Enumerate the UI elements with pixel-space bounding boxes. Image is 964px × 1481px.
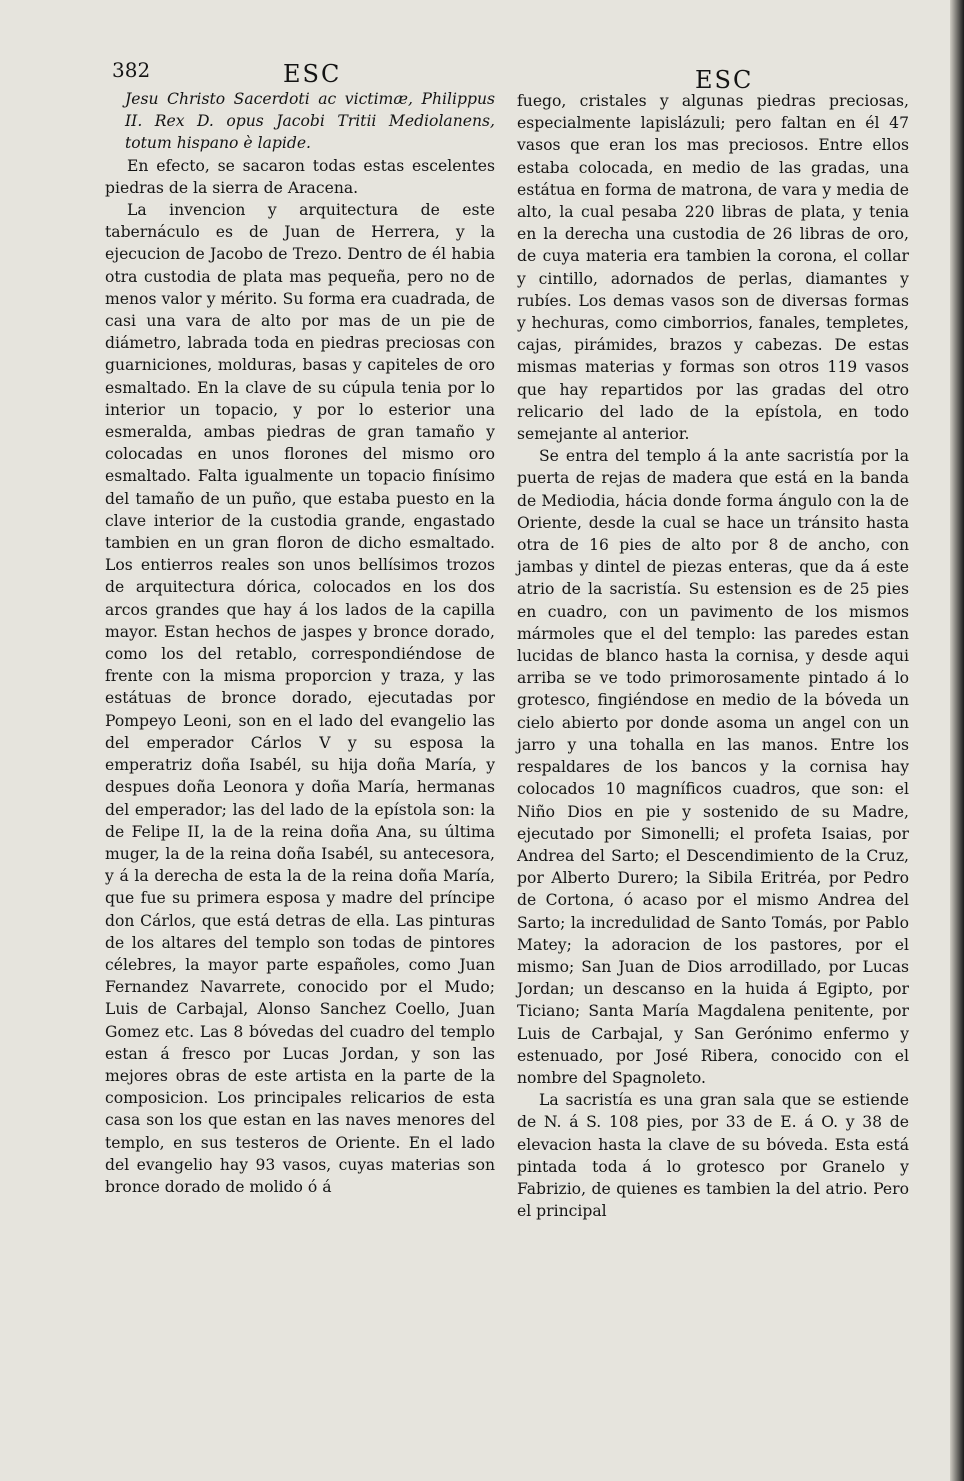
paragraph: La sacristía es una gran sala que se estiende de N. á S. 108 pies, por 33 de E. á O. y 38 de elevacion hasta la clave de su bóveda. Esta está pintada toda á lo grotesco por Granelo y Fabrizio, de quienes es tambien la del atrio. Pero el principal [517,1091,909,1221]
left-column [105,88,495,1198]
left-running-head: ESC [283,60,342,88]
right-column [517,90,909,1222]
page-number: 382 [112,58,151,82]
paragraph: En efecto, se sacaron todas estas escelentes piedras de la sierra de Aracena. [105,156,495,197]
paragraph: Se entra del templo á la ante sacristía por la puerta de rejas de madera que está en la banda de Mediodia, hácia donde forma ángulo con la de Oriente, desde la cual se hace un tránsito hasta otra de 16 pies de alto por 8 de ancho, con jambas y dintel de piezas enteras, que da á este atrio de la sacristía. Su estension es de 25 pies en cuadro, con un pavimento de los mismos mármoles que el del templo: las paredes estan lucidas de blanco hasta la cornisa, y desde aqui arriba se ve todo primorosamente pintado á lo grotesco, fingiéndose en medio de la bóveda un cielo abierto por donde asoma un angel con un jarro y una tohalla en las manos. Entre los respaldares de los bancos y la cornisa hay colocados 10 magníficos cuadros, que son: el Niño Dios en pie y sostenido de su Madre, ejecutado por Simonelli; el profeta Isaias, por Andrea del Sarto; el Descendimiento de la Cruz, por Alberto Durero; la Sibila Eritréa, por Pedro de Cortona, ó acaso por el mismo Andrea del Sarto; la incredulidad de Santo Tomás, por Pablo Matey; la adoracion de los pastores, por el mismo; San Juan de Dios arrodillado, por Lucas Jordan; un descanso en la huida á Egipto, por Ticiano; Santa María Magdalena penitente, por Luis de Carbajal, y San Gerónimo enfermo y estenuado, por José Ribera, conocido con el nombre del Spagnoleto. [517,447,909,1087]
paragraph: fuego, cristales y algunas piedras preciosas, especialmente lapislázuli; pero faltan en él 47 vasos que eran los mas preciosos. Entre ellos estaba colocada, en medio de las gradas, una estátua en forma de matrona, de vara y media de alto, la cual pesaba 220 libras de plata, y tenia en la derecha una custodia de 26 libras de oro, de cuya materia era tambien la corona, el collar y cintillo, adornados de perlas, diamantes y rubíes. Los demas vasos son de diversas formas y hechuras, como cimborrios, fanales, templetes, cajas, pirámides, brazos y cabezas. De estas mismas materias y formas son otros 119 vasos que hay repartidos por las gradas del otro relicario del lado de la epístola, en todo semejante al anterior. [517,92,909,444]
latin-inscription: Jesu Christo Sacerdoti ac victimæ, Philippus II. Rex D. opus Jacobi Tritii Mediolanens, totum hispano è lapide. [125,90,495,153]
right-running-head: ESC [695,66,754,94]
paragraph: La invencion y arquitectura de este tabernáculo es de Juan de Herrera, y la ejecucion de Jacobo de Trezo. Dentro de él habia otra custodia de plata mas pequeña, pero no de menos valor y mérito. Su forma era cuadrada, de casi una vara de alto por mas de un pie de diámetro, labrada toda en piedras preciosas con guarniciones, molduras, basas y capiteles de oro esmaltado. En la clave de su cúpula tenia por lo interior un topacio, y por lo esterior una esmeralda, ambas piedras de gran tamaño y colocadas en unos florones del mismo oro esmaltado. Falta igualmente un topacio finísimo del tamaño de un puño, que estaba puesto en la clave interior de la custodia grande, engastado tambien en un gran floron de dicho esmaltado. Los entierros reales son unos bellísimos trozos de arquitectura dórica, colocados en los dos arcos grandes que hay á los lados de la capilla mayor. Estan hechos de jaspes y bronce dorado, como los del retablo, correspondiéndose de frente con la misma proporcion y traza, y las estátuas de bronce dorado, ejecutadas por Pompeyo Leoni, son en el lado del evangelio las del emperador Cárlos V y su esposa la emperatriz doña Isabél, su hija doña María, y despues doña Leonora y doña María, hermanas del emperador; las del lado de la epístola son: la de Felipe II, la de la reina doña Ana, su última muger, la de la reina doña Isabél, su antecesora, y á la derecha de esta la de la reina doña María, que fue su primera esposa y madre del príncipe don Cárlos, que está detras de ella. Las pinturas de los altares del templo son todas de pintores célebres, la mayor parte españoles, como Juan Fernandez Navarrete, conocido por el Mudo; Luis de Carbajal, Alonso Sanchez Coello, Juan Gomez etc. Las 8 bóvedas del cuadro del templo estan á fresco por Lucas Jordan, y son las mejores obras de este artista en la parte de la composicion. Los principales relicarios de esta casa son los que estan en las naves menores del templo, en sus testeros de Oriente. En el lado del evangelio hay 93 vasos, cuyas materias son bronce dorado de molido ó á [105,201,495,1196]
